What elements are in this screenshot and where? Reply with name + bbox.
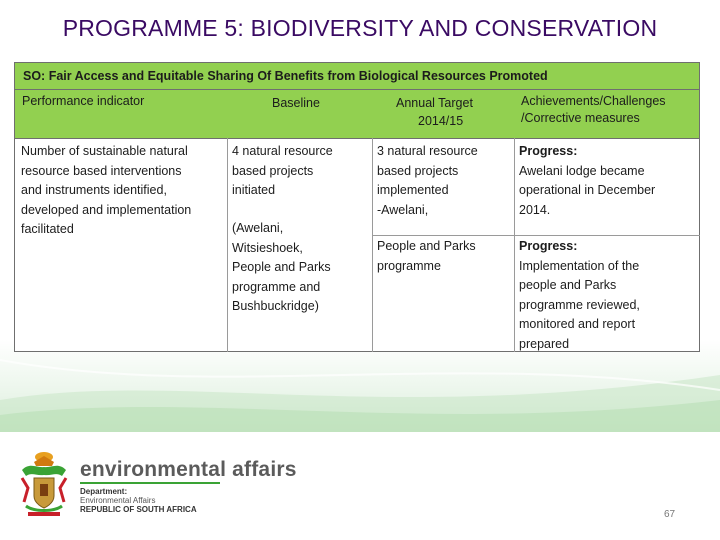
cell-line: initiated	[232, 183, 276, 197]
header-achievements-line1: Achievements/Challenges	[521, 94, 666, 108]
page-title: PROGRAMME 5: BIODIVERSITY AND CONSERVATION	[62, 15, 658, 41]
cell-line: and instruments identified,	[21, 183, 167, 197]
cell-line: based projects	[232, 163, 314, 178]
so-heading: SO: Fair Access and Equitable Sharing Of Benefits from Biological Resources Promoted	[23, 69, 548, 83]
dept-country: REPUBLIC OF SOUTH AFRICA	[80, 505, 197, 514]
baseline-cell-detail	[232, 219, 331, 317]
cell-line: facilitated	[21, 222, 74, 236]
column-divider	[514, 138, 515, 352]
cell-line: 3 natural resource	[377, 144, 478, 158]
header-achievements-line2: /Corrective measures	[521, 111, 640, 125]
cell-line: monitored and report	[519, 317, 636, 331]
header-target-line2: 2014/15	[418, 114, 464, 128]
footer-area	[0, 432, 720, 540]
brand-rule	[80, 482, 220, 484]
progress-label: Progress:	[519, 144, 578, 158]
cell-line: Awelani lodge became	[519, 163, 645, 178]
cell-line: operational in December	[519, 183, 656, 197]
department-block	[80, 487, 197, 514]
cell-line: Implementation of the	[519, 258, 640, 273]
cell-line: People and Parks	[232, 260, 331, 274]
cell-line: based projects	[377, 163, 459, 178]
cell-line: people and Parks	[519, 278, 617, 292]
header-target-line1: Annual Target	[396, 96, 473, 110]
page-number: 67	[664, 509, 676, 520]
cell-line: implemented	[377, 183, 449, 197]
cell-line: People and Parks	[377, 239, 476, 253]
target-cell-row1	[377, 142, 478, 220]
cell-line: 2014.	[519, 202, 551, 217]
cell-line: 4 natural resource	[232, 144, 333, 158]
header-indicator: Performance indicator	[22, 94, 145, 108]
dept-name: Environmental Affairs	[80, 496, 156, 505]
brand-name: environmental affairs	[80, 458, 297, 481]
column-divider	[372, 138, 373, 352]
cell-line: (Awelani,	[232, 221, 284, 235]
dept-label: Department:	[80, 487, 128, 496]
cell-line: Number of sustainable natural	[21, 144, 188, 158]
target-cell-row2	[377, 237, 476, 276]
baseline-cell	[232, 142, 333, 201]
indicator-cell	[21, 142, 191, 240]
cell-line: developed and implementation	[21, 202, 192, 217]
row-divider	[372, 235, 700, 236]
cell-line: Witsieshoek,	[232, 240, 303, 255]
header-baseline: Baseline	[272, 96, 320, 110]
cell-line: programme reviewed,	[519, 297, 640, 312]
achievement-cell-row2	[519, 237, 640, 354]
cell-line: -Awelani,	[377, 202, 429, 217]
cell-line: Bushbuckridge)	[232, 299, 319, 313]
cell-line: resource based interventions	[21, 163, 182, 178]
so-heading-bar	[14, 62, 700, 90]
cell-line: prepared	[519, 336, 570, 351]
achievement-cell-row1	[519, 142, 655, 220]
progress-label: Progress:	[519, 239, 578, 253]
column-divider	[227, 138, 228, 352]
cell-line: programme	[377, 258, 441, 273]
cell-line: programme and	[232, 279, 321, 294]
coat-of-arms-icon	[14, 448, 74, 520]
